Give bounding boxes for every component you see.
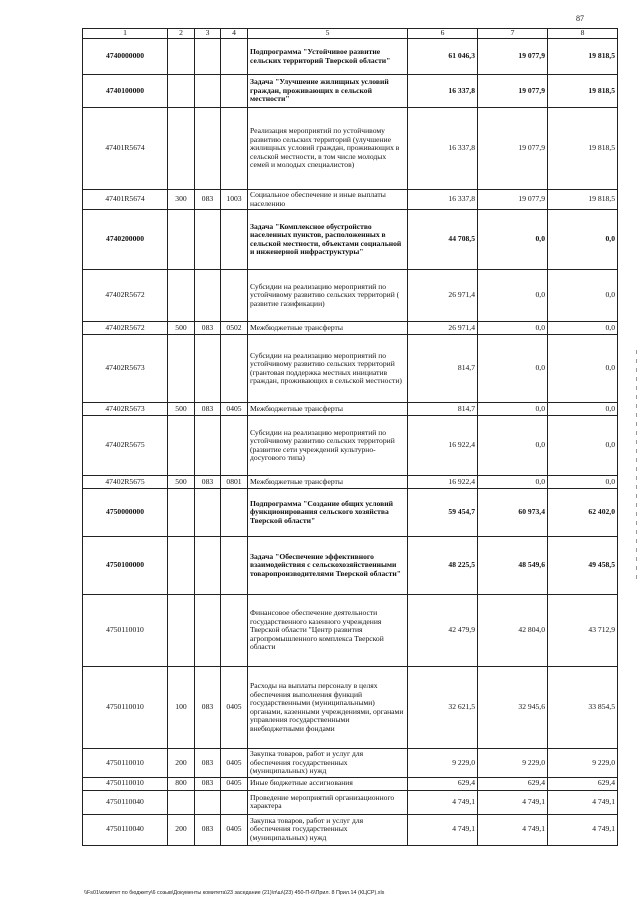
table-row	[83, 476, 618, 489]
header-cell: 1	[83, 29, 168, 39]
table-header-row	[83, 29, 618, 39]
expense-type-cell: 200	[168, 814, 195, 845]
expense-type-cell: 800	[168, 777, 195, 790]
ministry-cell	[195, 790, 221, 814]
header-cell: 5	[248, 29, 408, 39]
expense-type-cell: 100	[168, 667, 195, 749]
table-row	[83, 335, 618, 403]
target-code-cell: 47402R5673	[83, 403, 168, 416]
ministry-cell	[195, 75, 221, 108]
target-code-cell: 47402R5675	[83, 416, 168, 476]
expense-type-cell: 500	[168, 403, 195, 416]
amount-year3-cell: 9 229,0	[548, 749, 618, 778]
item-name-cell: Задача "Комплексное обустройство населенных пунктов, расположенных в сельской местности, объектами социальной и инженерной инфраструктуры"	[248, 210, 408, 270]
item-name-cell: Закупка товаров, работ и услуг для обеспечения государственных (муниципальных) нужд	[248, 749, 408, 778]
budget-table	[82, 28, 618, 846]
expense-type-cell	[168, 537, 195, 595]
amount-year3-cell: 0,0	[548, 335, 618, 403]
section-cell: 0801	[221, 476, 248, 489]
table-row	[83, 210, 618, 270]
amount-year3-cell: 0,0	[548, 416, 618, 476]
ministry-cell	[195, 335, 221, 403]
ministry-cell: 083	[195, 749, 221, 778]
amount-year3-cell: 49 458,5	[548, 537, 618, 595]
target-code-cell: 47402R5672	[83, 322, 168, 335]
amount-year3-cell: 19 818,5	[548, 39, 618, 75]
amount-year3-cell: 62 402,0	[548, 489, 618, 537]
amount-year2-cell: 19 077,9	[478, 190, 548, 210]
amount-year1-cell: 48 225,5	[408, 537, 478, 595]
header-cell: 6	[408, 29, 478, 39]
amount-year1-cell: 42 479,9	[408, 595, 478, 667]
expense-type-cell: 200	[168, 749, 195, 778]
amount-year1-cell: 16 337,8	[408, 108, 478, 190]
table-row	[83, 595, 618, 667]
ministry-cell	[195, 108, 221, 190]
amount-year3-cell: 43 712,9	[548, 595, 618, 667]
section-cell: 0405	[221, 403, 248, 416]
amount-year1-cell: 16 337,8	[408, 190, 478, 210]
section-cell	[221, 416, 248, 476]
table-row	[83, 108, 618, 190]
amount-year1-cell: 16 337,8	[408, 75, 478, 108]
table-row	[83, 75, 618, 108]
table-row	[83, 416, 618, 476]
expense-type-cell	[168, 108, 195, 190]
amount-year3-cell: 0,0	[548, 476, 618, 489]
header-cell: 4	[221, 29, 248, 39]
table-row	[83, 667, 618, 749]
table-row	[83, 403, 618, 416]
target-code-cell: 4750110040	[83, 814, 168, 845]
amount-year2-cell: 19 077,9	[478, 39, 548, 75]
amount-year2-cell: 48 549,6	[478, 537, 548, 595]
table-row	[83, 790, 618, 814]
file-path-footer: \\Fs01\комитет по бюджету\6 созыв\Документы комитета\23 заседание (21)\п\ш\(23) 450-П-6\Прил. 8 Прил.14 (КЦСР).xls	[84, 890, 385, 896]
item-name-cell: Реализация мероприятий по устойчивому развитию сельских территорий (улучшение жилищных условий граждан, проживающих в сельской местности, в том числе молодых семей и молодых специалистов)	[248, 108, 408, 190]
table-row	[83, 777, 618, 790]
amount-year2-cell: 4 749,1	[478, 790, 548, 814]
section-cell: 0405	[221, 667, 248, 749]
target-code-cell: 47401R5674	[83, 190, 168, 210]
item-name-cell: Иные бюджетные ассигнования	[248, 777, 408, 790]
item-name-cell: Задача "Обеспечение эффективного взаимодействия с сельскохозяйственными товаропроизводителями Тверской области"	[248, 537, 408, 595]
amount-year1-cell: 814,7	[408, 403, 478, 416]
page-number: 87	[576, 14, 584, 23]
table-row	[83, 489, 618, 537]
amount-year2-cell: 0,0	[478, 335, 548, 403]
amount-year2-cell: 4 749,1	[478, 814, 548, 845]
item-name-cell: Подпрограмма "Создание общих условий функционирования сельского хозяйства Тверской области"	[248, 489, 408, 537]
target-code-cell: 4750110010	[83, 749, 168, 778]
ministry-cell: 083	[195, 476, 221, 489]
amount-year1-cell: 814,7	[408, 335, 478, 403]
amount-year2-cell: 0,0	[478, 270, 548, 322]
table-row	[83, 190, 618, 210]
target-code-cell: 4740000000	[83, 39, 168, 75]
item-name-cell: Закупка товаров, работ и услуг для обеспечения государственных (муниципальных) нужд	[248, 814, 408, 845]
section-cell	[221, 489, 248, 537]
table-row	[83, 814, 618, 845]
item-name-cell: Субсидии на реализацию мероприятий по устойчивому развитию сельских территорий (грантовая поддержка местных инициатив граждан, проживающих в сельской местности)	[248, 335, 408, 403]
header-cell: 8	[548, 29, 618, 39]
amount-year2-cell: 0,0	[478, 210, 548, 270]
amount-year1-cell: 629,4	[408, 777, 478, 790]
section-cell: 0405	[221, 814, 248, 845]
ministry-cell: 083	[195, 667, 221, 749]
ministry-cell	[195, 489, 221, 537]
section-cell: 0405	[221, 777, 248, 790]
target-code-cell: 4750110040	[83, 790, 168, 814]
amount-year2-cell: 19 077,9	[478, 108, 548, 190]
header-cell: 3	[195, 29, 221, 39]
amount-year3-cell: 4 749,1	[548, 790, 618, 814]
expense-type-cell	[168, 39, 195, 75]
amount-year2-cell: 0,0	[478, 403, 548, 416]
target-code-cell: 4750100000	[83, 537, 168, 595]
ministry-cell: 083	[195, 403, 221, 416]
item-name-cell: Расходы на выплаты персоналу в целях обеспечения выполнения функций государственными (муниципальными) органами, казенными учреждениями, органами управления государственными внебюджетными фондами	[248, 667, 408, 749]
section-cell	[221, 75, 248, 108]
ministry-cell	[195, 39, 221, 75]
amount-year2-cell: 629,4	[478, 777, 548, 790]
amount-year1-cell: 44 708,5	[408, 210, 478, 270]
amount-year1-cell: 16 922,4	[408, 416, 478, 476]
target-code-cell: 4740200000	[83, 210, 168, 270]
amount-year3-cell: 0,0	[548, 210, 618, 270]
item-name-cell: Субсидии на реализацию мероприятий по устойчивому развитию сельских территорий (развитие сети учреждений культурно-досугового типа)	[248, 416, 408, 476]
ministry-cell: 083	[195, 190, 221, 210]
ministry-cell: 083	[195, 814, 221, 845]
target-code-cell: 47401R5674	[83, 108, 168, 190]
ministry-cell	[195, 537, 221, 595]
expense-type-cell	[168, 416, 195, 476]
scan-edge-mark	[636, 350, 637, 580]
header-cell: 7	[478, 29, 548, 39]
amount-year1-cell: 61 046,3	[408, 39, 478, 75]
section-cell	[221, 210, 248, 270]
amount-year3-cell: 33 854,5	[548, 667, 618, 749]
expense-type-cell: 500	[168, 476, 195, 489]
section-cell	[221, 270, 248, 322]
item-name-cell: Проведение мероприятий организационного характера	[248, 790, 408, 814]
table-row	[83, 322, 618, 335]
section-cell: 0502	[221, 322, 248, 335]
section-cell	[221, 537, 248, 595]
amount-year3-cell: 19 818,5	[548, 108, 618, 190]
item-name-cell: Субсидии на реализацию мероприятий по устойчивому развитию сельских территорий ( развитие газификации)	[248, 270, 408, 322]
item-name-cell: Задача "Улучшение жилищных условий граждан, проживающих в сельской местности"	[248, 75, 408, 108]
ministry-cell: 083	[195, 322, 221, 335]
ministry-cell	[195, 210, 221, 270]
table-row	[83, 537, 618, 595]
amount-year1-cell: 16 922,4	[408, 476, 478, 489]
amount-year3-cell: 0,0	[548, 270, 618, 322]
target-code-cell: 4750000000	[83, 489, 168, 537]
table-row	[83, 270, 618, 322]
expense-type-cell	[168, 489, 195, 537]
amount-year3-cell: 4 749,1	[548, 814, 618, 845]
ministry-cell	[195, 270, 221, 322]
header-cell: 2	[168, 29, 195, 39]
expense-type-cell: 300	[168, 190, 195, 210]
section-cell	[221, 39, 248, 75]
section-cell: 0405	[221, 749, 248, 778]
target-code-cell: 47402R5675	[83, 476, 168, 489]
expense-type-cell: 500	[168, 322, 195, 335]
amount-year1-cell: 4 749,1	[408, 814, 478, 845]
amount-year1-cell: 26 971,4	[408, 322, 478, 335]
amount-year2-cell: 0,0	[478, 416, 548, 476]
amount-year3-cell: 19 818,5	[548, 75, 618, 108]
amount-year2-cell: 42 804,0	[478, 595, 548, 667]
section-cell	[221, 595, 248, 667]
item-name-cell: Социальное обеспечение и иные выплаты населению	[248, 190, 408, 210]
amount-year3-cell: 0,0	[548, 322, 618, 335]
amount-year2-cell: 60 973,4	[478, 489, 548, 537]
target-code-cell: 4750110010	[83, 777, 168, 790]
section-cell: 1003	[221, 190, 248, 210]
amount-year2-cell: 0,0	[478, 476, 548, 489]
amount-year3-cell: 19 818,5	[548, 190, 618, 210]
table-row	[83, 749, 618, 778]
amount-year1-cell: 4 749,1	[408, 790, 478, 814]
expense-type-cell	[168, 75, 195, 108]
target-code-cell: 4750110010	[83, 667, 168, 749]
expense-type-cell	[168, 210, 195, 270]
amount-year2-cell: 9 229,0	[478, 749, 548, 778]
ministry-cell	[195, 595, 221, 667]
amount-year1-cell: 59 454,7	[408, 489, 478, 537]
expense-type-cell	[168, 790, 195, 814]
amount-year1-cell: 26 971,4	[408, 270, 478, 322]
amount-year2-cell: 32 945,6	[478, 667, 548, 749]
amount-year3-cell: 629,4	[548, 777, 618, 790]
section-cell	[221, 335, 248, 403]
section-cell	[221, 790, 248, 814]
table-row	[83, 39, 618, 75]
target-code-cell: 47402R5673	[83, 335, 168, 403]
ministry-cell: 083	[195, 777, 221, 790]
item-name-cell: Финансовое обеспечение деятельности государственного казенного учреждения Тверской области "Центр развития агропромышленного комплекса Тверской области	[248, 595, 408, 667]
item-name-cell: Межбюджетные трансферты	[248, 403, 408, 416]
amount-year1-cell: 32 621,5	[408, 667, 478, 749]
item-name-cell: Подпрограмма "Устойчивое развитие сельских территорий Тверской области"	[248, 39, 408, 75]
target-code-cell: 47402R5672	[83, 270, 168, 322]
expense-type-cell	[168, 595, 195, 667]
amount-year2-cell: 19 077,9	[478, 75, 548, 108]
target-code-cell: 4750110010	[83, 595, 168, 667]
ministry-cell	[195, 416, 221, 476]
amount-year3-cell: 0,0	[548, 403, 618, 416]
amount-year1-cell: 9 229,0	[408, 749, 478, 778]
amount-year2-cell: 0,0	[478, 322, 548, 335]
item-name-cell: Межбюджетные трансферты	[248, 322, 408, 335]
target-code-cell: 4740100000	[83, 75, 168, 108]
item-name-cell: Межбюджетные трансферты	[248, 476, 408, 489]
section-cell	[221, 108, 248, 190]
expense-type-cell	[168, 335, 195, 403]
expense-type-cell	[168, 270, 195, 322]
